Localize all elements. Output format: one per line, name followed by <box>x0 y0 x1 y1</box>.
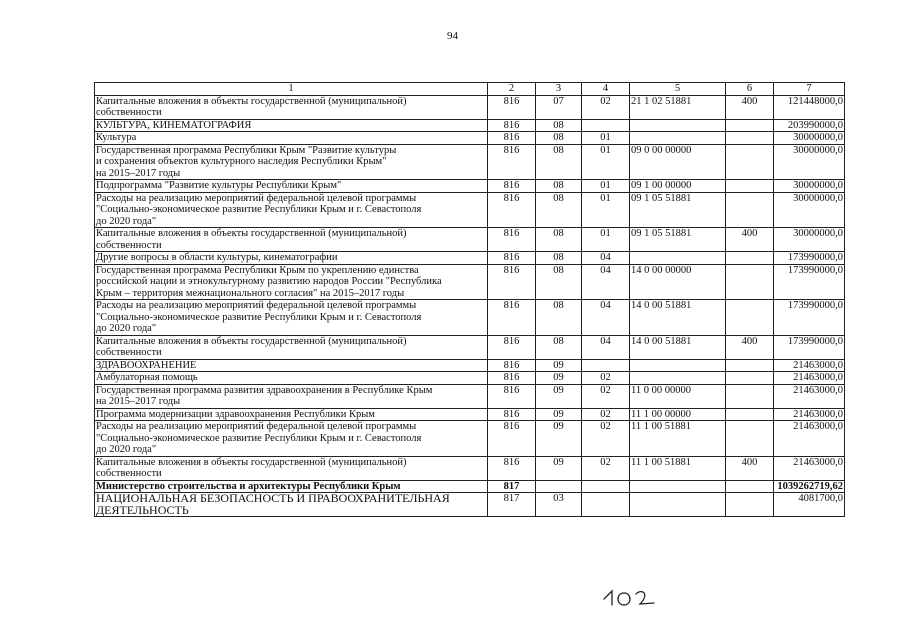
row-name-line: Государственная программа Республики Крым по укреплению единства <box>96 264 419 276</box>
cell-csr <box>630 132 726 145</box>
cell-pr: 02 <box>582 95 630 119</box>
row-name-line: Капитальные вложения в объекты государственной (муниципальной) <box>96 335 407 347</box>
cell-grbs: 816 <box>488 228 536 252</box>
table-body <box>95 95 845 517</box>
table-row <box>95 228 845 252</box>
row-name-line: до 2020 года" <box>96 444 157 455</box>
row-name <box>95 384 488 408</box>
row-name-line: Государственная программа развития здравоохранения в Республике Крым <box>96 384 433 396</box>
cell-sum: 1039262719,62 <box>774 480 845 493</box>
row-name-line: собственности <box>96 239 162 251</box>
cell-sum: 21463000,0 <box>774 384 845 408</box>
cell-vr: 400 <box>726 95 774 119</box>
cell-grbs: 816 <box>488 359 536 372</box>
row-name <box>95 228 488 252</box>
row-name <box>95 359 488 372</box>
cell-csr: 14 0 00 51881 <box>630 335 726 359</box>
row-name-line: до 2020 года" <box>96 323 157 334</box>
row-name <box>95 252 488 265</box>
table-row <box>95 372 845 385</box>
cell-pr: 01 <box>582 228 630 252</box>
row-name-line: на 2015–2017 годы <box>96 167 181 179</box>
cell-sum: 30000000,0 <box>774 228 845 252</box>
row-name <box>95 372 488 385</box>
table-row <box>95 456 845 480</box>
cell-rz: 03 <box>536 493 582 517</box>
cell-rz: 07 <box>536 95 582 119</box>
cell-rz: 08 <box>536 192 582 228</box>
cell-vr: 400 <box>726 228 774 252</box>
table-row <box>95 252 845 265</box>
row-name-line: "Социально-экономическое развитие Республики Крым и г. Севастополя <box>96 432 422 444</box>
cell-vr <box>726 408 774 421</box>
row-name-line: Капитальные вложения в объекты государственной (муниципальной) <box>96 228 407 239</box>
cell-sum: 203990000,0 <box>774 119 845 132</box>
row-name-line: Капитальные вложения в объекты государственной (муниципальной) <box>96 456 407 468</box>
cell-pr: 02 <box>582 456 630 480</box>
cell-grbs: 816 <box>488 132 536 145</box>
row-name-line: "Социально-экономическое развитие Республики Крым и г. Севастополя <box>96 311 422 323</box>
cell-rz: 08 <box>536 180 582 193</box>
handwritten-page-number <box>600 585 660 611</box>
cell-grbs: 817 <box>488 493 536 517</box>
cell-grbs: 816 <box>488 456 536 480</box>
row-name-line: Программа модернизации здравоохранения Республики Крым <box>96 408 375 420</box>
cell-grbs: 816 <box>488 335 536 359</box>
cell-sum: 21463000,0 <box>774 456 845 480</box>
cell-rz: 08 <box>536 228 582 252</box>
cell-csr: 11 1 00 51881 <box>630 456 726 480</box>
row-name-line: ДЕЯТЕЛЬНОСТЬ <box>96 502 189 517</box>
cell-vr <box>726 359 774 372</box>
table-row <box>95 359 845 372</box>
row-name-line: Министерство строительства и архитектуры Республики Крым <box>96 480 401 492</box>
row-name <box>95 300 488 336</box>
cell-pr <box>582 359 630 372</box>
cell-pr: 04 <box>582 264 630 300</box>
row-name-line: Амбулаторная помощь <box>96 372 198 383</box>
cell-vr <box>726 493 774 517</box>
row-name-line: Подпрограмма "Развитие культуры Республики Крым" <box>96 180 342 191</box>
cell-vr <box>726 119 774 132</box>
cell-vr <box>726 264 774 300</box>
cell-rz: 08 <box>536 335 582 359</box>
cell-vr: 400 <box>726 456 774 480</box>
row-name-line: Расходы на реализацию мероприятий федеральной целевой программы <box>96 192 417 204</box>
header-row <box>95 83 845 96</box>
cell-rz: 08 <box>536 264 582 300</box>
table-row <box>95 144 845 180</box>
cell-rz: 08 <box>536 252 582 265</box>
cell-csr: 09 1 05 51881 <box>630 192 726 228</box>
table-row <box>95 95 845 119</box>
row-name <box>95 335 488 359</box>
table-row <box>95 493 845 517</box>
cell-grbs: 816 <box>488 372 536 385</box>
cell-rz: 08 <box>536 300 582 336</box>
table-row <box>95 421 845 457</box>
cell-sum: 21463000,0 <box>774 372 845 385</box>
column-header-7: 7 <box>774 83 845 96</box>
cell-pr: 04 <box>582 335 630 359</box>
cell-csr <box>630 252 726 265</box>
cell-vr <box>726 480 774 493</box>
cell-pr: 02 <box>582 421 630 457</box>
cell-pr: 01 <box>582 192 630 228</box>
cell-vr: 400 <box>726 335 774 359</box>
row-name-line: Крым – территория межнационального согласия" на 2015–2017 годы <box>96 287 405 299</box>
row-name <box>95 421 488 457</box>
cell-grbs: 816 <box>488 421 536 457</box>
row-name <box>95 408 488 421</box>
cell-grbs: 817 <box>488 480 536 493</box>
cell-grbs: 816 <box>488 300 536 336</box>
cell-grbs: 816 <box>488 384 536 408</box>
cell-pr: 02 <box>582 384 630 408</box>
row-name <box>95 480 488 493</box>
cell-vr <box>726 421 774 457</box>
table-row <box>95 192 845 228</box>
cell-sum: 173990000,0 <box>774 335 845 359</box>
cell-pr <box>582 119 630 132</box>
row-name-line: до 2020 года" <box>96 215 157 227</box>
table-row <box>95 180 845 193</box>
cell-rz: 09 <box>536 456 582 480</box>
cell-grbs: 816 <box>488 119 536 132</box>
page-number: 94 <box>447 30 458 42</box>
cell-grbs: 816 <box>488 252 536 265</box>
cell-pr: 01 <box>582 132 630 145</box>
cell-csr: 14 0 00 51881 <box>630 300 726 336</box>
cell-grbs: 816 <box>488 95 536 119</box>
row-name-line: на 2015–2017 годы <box>96 396 181 407</box>
cell-csr <box>630 480 726 493</box>
column-header-5: 5 <box>630 83 726 96</box>
cell-grbs: 816 <box>488 264 536 300</box>
cell-vr <box>726 144 774 180</box>
cell-rz: 09 <box>536 421 582 457</box>
table-row <box>95 119 845 132</box>
cell-csr: 09 1 05 51881 <box>630 228 726 252</box>
row-name <box>95 144 488 180</box>
cell-csr: 09 0 00 00000 <box>630 144 726 180</box>
table-row <box>95 264 845 300</box>
row-name <box>95 493 488 517</box>
cell-sum: 30000000,0 <box>774 192 845 228</box>
cell-rz: 09 <box>536 408 582 421</box>
cell-vr <box>726 132 774 145</box>
cell-sum: 4081700,0 <box>774 493 845 517</box>
cell-pr: 02 <box>582 372 630 385</box>
row-name <box>95 180 488 193</box>
cell-sum: 121448000,0 <box>774 95 845 119</box>
row-name-line: Капитальные вложения в объекты государственной (муниципальной) <box>96 95 407 107</box>
row-name-line: Расходы на реализацию мероприятий федеральной целевой программы <box>96 300 417 311</box>
cell-sum: 21463000,0 <box>774 421 845 457</box>
cell-vr <box>726 372 774 385</box>
cell-rz: 09 <box>536 359 582 372</box>
row-name <box>95 119 488 132</box>
cell-csr: 21 1 02 51881 <box>630 95 726 119</box>
column-header-3: 3 <box>536 83 582 96</box>
cell-rz: 08 <box>536 132 582 145</box>
row-name-line: Культура <box>96 132 137 143</box>
row-name <box>95 132 488 145</box>
cell-grbs: 816 <box>488 144 536 180</box>
cell-vr <box>726 180 774 193</box>
cell-grbs: 816 <box>488 192 536 228</box>
row-name-line: российской нации и этнокультурному развитию народов России "Республика <box>96 276 442 287</box>
cell-sum: 173990000,0 <box>774 264 845 300</box>
cell-pr <box>582 480 630 493</box>
cell-rz: 09 <box>536 384 582 408</box>
row-name <box>95 95 488 119</box>
table-row <box>95 480 845 493</box>
row-name-line: собственности <box>96 468 162 479</box>
cell-vr <box>726 300 774 336</box>
cell-sum: 30000000,0 <box>774 144 845 180</box>
cell-pr: 01 <box>582 144 630 180</box>
column-header-2: 2 <box>488 83 536 96</box>
table-row <box>95 408 845 421</box>
cell-csr: 11 1 00 00000 <box>630 408 726 421</box>
cell-sum: 173990000,0 <box>774 252 845 265</box>
cell-rz: 08 <box>536 144 582 180</box>
cell-grbs: 816 <box>488 408 536 421</box>
cell-pr: 02 <box>582 408 630 421</box>
cell-vr <box>726 192 774 228</box>
row-name-line: и сохранения объектов культурного наследия Республики Крым" <box>96 156 387 167</box>
row-name <box>95 456 488 480</box>
row-name-line: собственности <box>96 107 162 118</box>
row-name-line: Государственная программа Республики Крым "Развитие культуры <box>96 144 397 156</box>
cell-csr <box>630 119 726 132</box>
cell-csr: 11 0 00 00000 <box>630 384 726 408</box>
cell-vr <box>726 384 774 408</box>
cell-rz: 09 <box>536 372 582 385</box>
cell-csr <box>630 359 726 372</box>
cell-pr: 04 <box>582 252 630 265</box>
cell-sum: 30000000,0 <box>774 132 845 145</box>
budget-table <box>94 82 845 517</box>
row-name-line: НАЦИОНАЛЬНАЯ БЕЗОПАСНОСТЬ И ПРАВООХРАНИТЕЛЬНАЯ <box>96 492 450 505</box>
row-name-line: "Социально-экономическое развитие Республики Крым и г. Севастополя <box>96 204 422 215</box>
cell-sum: 21463000,0 <box>774 408 845 421</box>
cell-csr: 09 1 00 00000 <box>630 180 726 193</box>
row-name <box>95 192 488 228</box>
table-row <box>95 335 845 359</box>
cell-sum: 30000000,0 <box>774 180 845 193</box>
cell-csr <box>630 493 726 517</box>
cell-csr: 14 0 00 00000 <box>630 264 726 300</box>
cell-pr: 01 <box>582 180 630 193</box>
cell-grbs: 816 <box>488 180 536 193</box>
row-name-line: ЗДРАВООХРАНЕНИЕ <box>96 359 197 371</box>
cell-vr <box>726 252 774 265</box>
table-row <box>95 300 845 336</box>
row-name-line: КУЛЬТУРА, КИНЕМАТОГРАФИЯ <box>96 119 252 131</box>
cell-sum: 173990000,0 <box>774 300 845 336</box>
column-header-1: 1 <box>95 83 488 96</box>
row-name-line: Другие вопросы в области культуры, кинематографии <box>96 252 338 263</box>
cell-pr: 04 <box>582 300 630 336</box>
cell-pr <box>582 493 630 517</box>
column-header-6: 6 <box>726 83 774 96</box>
row-name-line: Расходы на реализацию мероприятий федеральной целевой программы <box>96 421 417 432</box>
table-row <box>95 384 845 408</box>
cell-rz: 08 <box>536 119 582 132</box>
row-name-line: собственности <box>96 347 162 358</box>
cell-csr <box>630 372 726 385</box>
cell-csr: 11 1 00 51881 <box>630 421 726 457</box>
row-name <box>95 264 488 300</box>
cell-sum: 21463000,0 <box>774 359 845 372</box>
column-header-4: 4 <box>582 83 630 96</box>
table-row <box>95 132 845 145</box>
cell-rz <box>536 480 582 493</box>
